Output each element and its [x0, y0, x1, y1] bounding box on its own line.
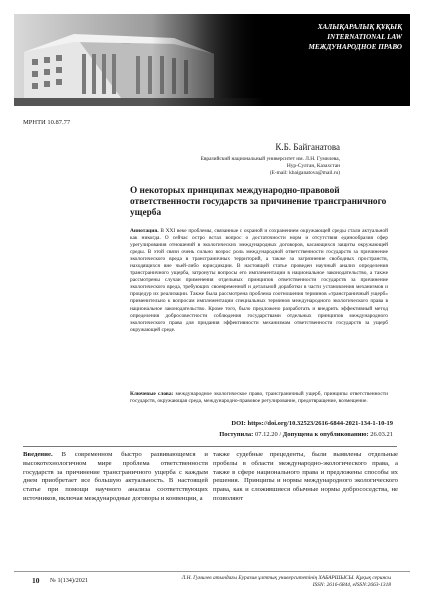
abstract-text: В XXI веке проблемы, связанные с охраной и сохранением окружающей среды стали актуальной как никогда. О сейчас остро встал вопрос о достаточности норм и отсутствия единообразия сфер урегулирования отношений в экологических международных договоров, касающихся защиты окружающей среды. В этой связи очень сильно возрос роль международной ответственности государств за причинение экологического вреда в трансграничных территорий, а также за загрязнение свободных пространств, находящихся вне чьей-либо юрисдикции. В настоящей статье проведен научный анализ определения трансграничного ущерба, затронуты вопросы его имплементации в национальное законодательство, а также рассмотрены случаи применения отдельных принципов ответственности государств за причинение экологического вреда, требующих своевременной и детальной доработки в части установления механизмов и процедур их реализации. Также была рассмотрена проблема соотношения терминов «трансграничный ущерб» применительно к вопросам имплементации специальных терминов международного экологического права в национальное законодательство. Кроме того, было предложено разработать и внедрить эффективный метод определения добросовестности соблюдения государствами отдельных принципов международного экологического права для придания эффективности механизмам ответственности государств за ущерб окружающей среде.	[130, 228, 388, 333]
author-name: К.Б. Байганатова	[275, 142, 340, 152]
accepted-label: Допущена к опубликованию:	[282, 431, 369, 438]
footer-divider	[14, 571, 410, 572]
footer-journal-name: Л.Н. Гумилев атындағы Еуразия ұлттық университетінің ХАБАРШЫСЫ. Құқық сериясы	[181, 575, 391, 581]
keywords	[130, 391, 388, 405]
dates-separator: /	[277, 431, 283, 438]
article-title: О некоторых принципах международно-правовой ответственности государств за причинение трансграничного ущерба	[130, 186, 387, 218]
page-number: 10	[32, 576, 40, 585]
issue-number: № 1(134)/2021	[50, 577, 89, 584]
publication-dates	[219, 431, 393, 438]
keywords-text: международное экологическое право, трансграничный ущерб, принципы ответственности государств, окружающая среда, международно-правовое регулирование, предотвращение, возмещение.	[130, 391, 388, 405]
affiliation-institution: Евразийский национальный университет им. Л.Н. Гумилева,	[200, 156, 340, 162]
keywords-label: Ключевые слова:	[130, 391, 174, 397]
affiliation-email: (E-mail: kbaiganatova@mail.ru)	[269, 170, 340, 176]
section-title-english: INTERNATIONAL LAW	[327, 33, 402, 41]
received-date: 07.12.20	[253, 431, 278, 438]
doi-link[interactable]: https://doi.org/10.32523/2616-6844-2021-134-1-10-19	[245, 420, 393, 427]
section-title-kazakh: ХАЛЫҚАРАЛЫҚ ҚҰҚЫҚ	[317, 23, 402, 31]
abstract-label: Аннотация.	[130, 228, 159, 234]
building-photo	[14, 14, 264, 106]
affiliation-city: Нур-Султан, Казахстан	[286, 163, 340, 169]
introduction-text: В современном быстро развивающемся и высокотехнологичном мире проблема ответственности государств за причинение трансграничного ущерба с каждым днем приобретает все большую актуальность. В настоящей статье при помощи научного анализа соответствующих источников, включая международные договоры и конвенции, а	[23, 451, 208, 502]
doi-label: DOI:	[231, 420, 246, 427]
doi	[231, 420, 393, 427]
author-affiliation	[201, 156, 340, 177]
footer-issn: ISSN: 2616-6844, eISSN:2663-1318	[312, 582, 391, 588]
accepted-date: 26.03.21	[368, 431, 393, 438]
footer-journal-info	[101, 575, 391, 589]
introduction-label: Введение.	[23, 451, 53, 458]
body-column-right: также судебные прецеденты, были выявлены отдельные пробелы в области международно-экологического права, а также в сфере национального права и предложены способы их решения. Принципы и нормы международного экологического права, как и сложившиеся обычные нормы добрососедства, не позволяют	[213, 451, 398, 502]
body-column-left	[23, 451, 208, 504]
header-banner	[14, 14, 410, 106]
section-title-russian: МЕЖДУНАРОДНОЕ ПРАВО	[308, 43, 402, 51]
abstract	[130, 228, 388, 334]
divider	[23, 446, 397, 447]
journal-section-titles	[309, 22, 402, 52]
classification-code: МРНТИ 10.87.77	[23, 119, 71, 126]
received-label: Поступила:	[219, 431, 254, 438]
